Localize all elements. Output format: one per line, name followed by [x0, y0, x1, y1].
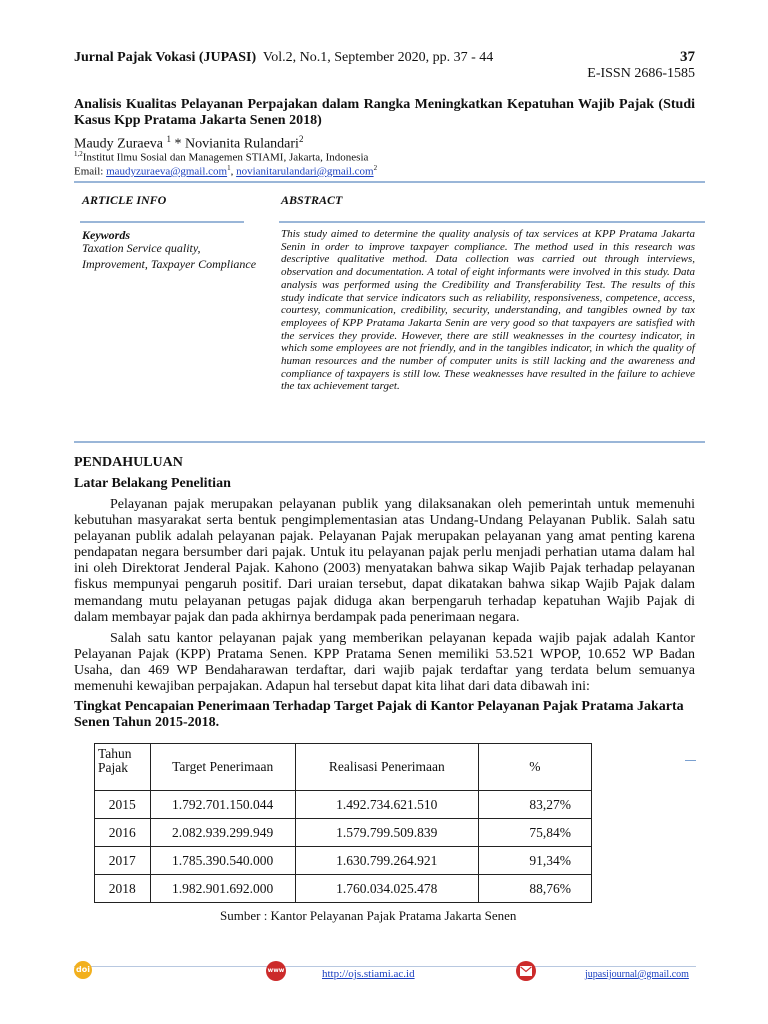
cell-year: 2017 — [95, 847, 151, 875]
cell-realisasi: 1.492.734.621.510 — [295, 791, 478, 819]
table-title: Tingkat Pencapaian Penerimaan Terhadap Target Pajak di Kantor Pelayanan Pajak Pratama Jakarta Senen Tahun 2015-2018. — [74, 699, 684, 730]
header-percent: % — [478, 744, 591, 791]
cell-year: 2016 — [95, 819, 151, 847]
subsection-heading: Latar Belakang Penelitian — [74, 476, 231, 491]
journal-email-link[interactable]: jupasijournal@gmail.com — [585, 969, 689, 980]
affiliation-sup: 1,2 — [74, 150, 83, 158]
article-title: Analisis Kualitas Pelayanan Perpajakan dalam Rangka Meningkatkan Kepatuhan Wajib Pajak (Studi Kasus Kpp Pratama Jakarta Senen 2018) — [74, 97, 695, 128]
page-number: 37 — [680, 49, 695, 65]
section-heading: PENDAHULUAN — [74, 455, 183, 470]
email-label: Email: — [74, 165, 107, 178]
table-row — [95, 875, 592, 903]
email-line — [74, 164, 377, 178]
globe-icon[interactable]: www — [266, 961, 286, 981]
abstract-text: This study aimed to determine the quality analysis of tax services at KPP Pratama Jakarta Senin in order to improve taxpayer compliance. The method used in this research was descriptive qualitative method. Data collection was carried out through interviews, observation and documentation. A total of eight informants were involved in this study. Data analysis was performed using the Credibility and Transferability Test. The results of this study indicate that service indicators such as reliability, responsiveness, competence, access, courtesy, communication, credibility, security, understanding, and tangibles owned by tax employees of KPP Pratama Jakarta Senin are very good so that taxpayers are satisfied with the services they provide. However, there are still weaknesses in the courtesy indicator, in which some employees are not friendly, and in the tangibles indicator, in which the quality of human resources and the number of computer units is still lacking and the awareness and compliance of taxpayers is still low. These weaknesses have resulted in the failure to achieve the tax achievement target. — [281, 228, 695, 393]
header-tahun-pajak: Tahun Pajak — [95, 744, 151, 791]
cell-realisasi: 1.630.799.264.921 — [295, 847, 478, 875]
cell-year: 2018 — [95, 875, 151, 903]
table-row — [95, 791, 592, 819]
header-realisasi: Realisasi Penerimaan — [295, 744, 478, 791]
volume-info: Vol.2, No.1, September 2020, pp. 37 - 44 — [262, 50, 494, 65]
cell-percent: 88,76% — [478, 875, 591, 903]
envelope-icon — [520, 966, 532, 976]
paragraph-1: Pelayanan pajak merupakan pelayanan publik yang dilaksanakan oleh pemerintah untuk memenuhi kebutuhan masyarakat serta bentuk pengimplementasian atas Undang-Undang Pelayanan Publik. Salah satu pelayanan publik adalah pelayanan pajak. Pelayanan Pajak merupakan pelayanan yang amat penting karena pendapatan negara bersumber dari pajak. Untuk itu pelayanan pajak perlu menjadi perhatian utama dalam hal ini oleh Direktorat Jenderal Pajak. Kahono (2003) menyatakan bahwa sikap Wajib Pajak terhadap pelayanan fiskus mempunyai pengaruh positif. Dari uraian tersebut, dapat dikatakan bahwa sikap Wajib Pajak dalam memandang mutu pelayanan petugas pajak diduga akan berpengaruh terhadap kepatuhan Wajib Pajak di dalam membayar pajak dan pada akhirnya berdampak pada penerimaan negara. — [74, 497, 695, 625]
table-source: Sumber : Kantor Pelayanan Pajak Pratama Jakarta Senen — [220, 908, 517, 923]
issn: E-ISSN 2686-1585 — [587, 66, 695, 81]
table-header-row — [95, 744, 592, 791]
journal-url-link[interactable]: http://ojs.stiami.ac.id — [322, 968, 415, 980]
cell-percent: 75,84% — [478, 819, 591, 847]
header-target: Target Penerimaan — [150, 744, 295, 791]
keywords-label: Keywords — [82, 228, 130, 242]
cell-target: 1.982.901.692.000 — [150, 875, 295, 903]
divider-abstract — [279, 221, 705, 223]
cell-realisasi: 1.579.799.509.839 — [295, 819, 478, 847]
cell-percent: 83,27% — [478, 791, 591, 819]
mail-icon[interactable] — [516, 961, 536, 981]
table-row — [95, 819, 592, 847]
keywords-text: Taxation Service quality, Improvement, Taxpayer Compliance — [82, 241, 257, 271]
doi-icon[interactable]: doi — [74, 961, 92, 979]
paragraph-2: Salah satu kantor pelayanan pajak yang memberikan pelayanan kepada wajib pajak adalah Kantor Pelayanan Pajak (KPP) Pratama Senen. KPP Pratama Senen memiliki 53.521 WPOP, 10.652 WP Badan Usaha, dan 469 WP Bendaharawan terdaftar, dari wajib pajak terdaftar yang terdata belum semuanya memenuhi kewajiban perpajakan. Adapun hal tersebut dapat kita lihat dari data dibawah ini: — [74, 631, 695, 695]
cell-target: 1.792.701.150.044 — [150, 791, 295, 819]
affiliation — [74, 150, 368, 164]
cell-realisasi: 1.760.034.025.478 — [295, 875, 478, 903]
footer-divider — [74, 966, 696, 967]
cell-target: 2.082.939.299.949 — [150, 819, 295, 847]
email-2-sup: 2 — [373, 164, 378, 172]
table-row — [95, 847, 592, 875]
author-separator: * — [171, 136, 186, 152]
journal-header — [74, 50, 493, 66]
divider-info — [80, 221, 244, 223]
author-1: Maudy Zuraeva — [74, 136, 164, 152]
margin-mark — [685, 760, 696, 761]
email-1-sup: 1 — [227, 164, 231, 172]
journal-name: Jurnal Pajak Vokasi (JUPASI) — [74, 50, 257, 65]
abstract-label: ABSTRACT — [281, 193, 343, 207]
article-info-label: ARTICLE INFO — [82, 193, 167, 207]
cell-target: 1.785.390.540.000 — [150, 847, 295, 875]
email-link-1[interactable]: maudyzuraeva@gmail.com — [106, 165, 228, 178]
affiliation-text: Institut Ilmu Sosial dan Managemen STIAMI, Jakarta, Indonesia — [82, 151, 369, 164]
divider-top — [74, 181, 705, 183]
author-1-sup: 1 — [166, 134, 172, 144]
author-2: Novianita Rulandari — [185, 136, 299, 152]
revenue-table — [94, 743, 592, 903]
cell-year: 2015 — [95, 791, 151, 819]
author-2-sup: 2 — [298, 134, 304, 144]
divider-bottom — [74, 441, 705, 443]
email-separator: , — [230, 165, 237, 178]
email-link-2[interactable]: novianitarulandari@gmail.com — [236, 165, 374, 178]
cell-percent: 91,34% — [478, 847, 591, 875]
